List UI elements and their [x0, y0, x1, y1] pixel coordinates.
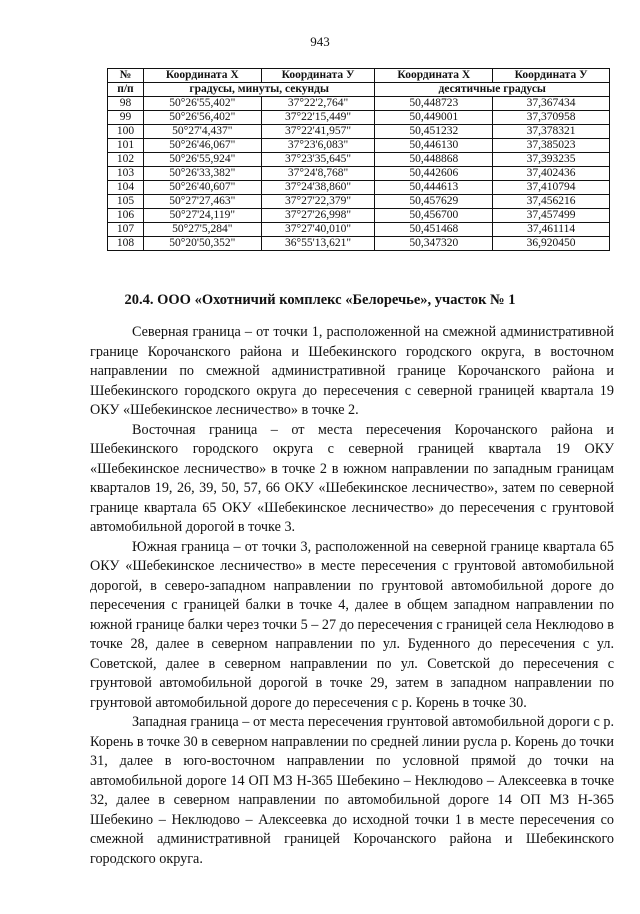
cell-coord-x-decimal: 50,448868 — [375, 153, 493, 167]
cell-coord-x-dms: 50°27'24,119" — [143, 209, 261, 223]
subheader-dms: градусы, минуты, секунды — [143, 83, 375, 97]
table-row — [108, 97, 610, 111]
table-row — [108, 153, 610, 167]
cell-coord-x-dms: 50°27'5,284" — [143, 223, 261, 237]
cell-number: 98 — [108, 97, 144, 111]
subheader-number: п/п — [108, 83, 144, 97]
cell-coord-y-decimal: 37,456216 — [493, 195, 610, 209]
cell-coord-y-dms: 37°23'6,083" — [261, 139, 375, 153]
cell-coord-y-decimal: 37,385023 — [493, 139, 610, 153]
section-body — [90, 323, 614, 869]
cell-coord-y-dms: 37°22'2,764" — [261, 97, 375, 111]
table-row — [108, 167, 610, 181]
paragraph-south-border: Южная граница – от точки 3, расположенной на северной границе квартала 65 ОКУ «Шебекинское лесничество» в месте пересечения с грунтовой автомобильной дорогой, в северо-западном направлении по грунтовой автомобильной дороге до пересечения с границей балки в точке 4, далее в общем западном направлении по южной границе балки через точки 5 – 27 до пересечения с границей села Неклюдово в точке 28, далее в северном направлении по ул. Буденного до пересечения с ул. Советской, далее в северном направлении по ул. Советской до пересечения с грунтовой автомобильной дорогой в точке 29, затем в западном направлении по грунтовой автомобильной дороге до пересечения с р. Корень в точке 30. — [90, 538, 614, 711]
cell-coord-x-dms: 50°26'40,607" — [143, 181, 261, 195]
cell-coord-y-dms: 37°24'38,860" — [261, 181, 375, 195]
paragraph-west-border: Западная граница – от места пересечения грунтовой автомобильной дороги с р. Корень в точке 30 в северном направлении по средней линии русла р. Корень до точки 31, далее в юго-восточном направлении по условной прямой до точки на автомобильной дороге 14 ОП МЗ Н-365 Шебекино – Неклюдово – Алексеевка в точке 32, далее в северном направлении по автомобильной дороге 14 ОП МЗ Н-365 Шебекино – Неклюдово – Алексеевка до исходной точки 1 в месте пересечения со смежной административной границей Корочанского района и Шебекинского городского округа. — [90, 714, 614, 867]
paragraph-east-border: Восточная граница – от места пересечения Корочанского района и Шебекинского городского округа с северной границей квартала 19 ОКУ «Шебекинское лесничество» в точке 2 в южном направлении по западным границам кварталов 19, 26, 39, 50, 57, 66 ОКУ «Шебекинское лесничество», затем по северной границе квартала 65 ОКУ «Шебекинское лесничество» до пересечения с грунтовой автомобильной дорогой в точке 3. — [90, 421, 614, 535]
table-row — [108, 181, 610, 195]
cell-coord-x-dms: 50°20'50,352" — [143, 237, 261, 251]
cell-coord-x-dms: 50°26'33,382" — [143, 167, 261, 181]
cell-coord-y-dms: 37°24'8,768" — [261, 167, 375, 181]
table-row — [108, 195, 610, 209]
cell-coord-y-decimal: 36,920450 — [493, 237, 610, 251]
cell-number: 106 — [108, 209, 144, 223]
cell-coord-y-dms: 37°22'15,449" — [261, 111, 375, 125]
cell-coord-x-decimal: 50,448723 — [375, 97, 493, 111]
cell-coord-x-decimal: 50,457629 — [375, 195, 493, 209]
cell-coord-y-decimal: 37,370958 — [493, 111, 610, 125]
header-coord-y-dms: Координата У — [261, 69, 375, 83]
header-coord-x-dms: Координата X — [143, 69, 261, 83]
cell-coord-y-decimal: 37,457499 — [493, 209, 610, 223]
table-row — [108, 209, 610, 223]
cell-number: 107 — [108, 223, 144, 237]
cell-number: 101 — [108, 139, 144, 153]
table-subheader-row — [108, 83, 610, 97]
cell-coord-x-dms: 50°26'46,067" — [143, 139, 261, 153]
cell-coord-y-dms: 37°23'35,645" — [261, 153, 375, 167]
header-coord-x-decimal: Координата X — [375, 69, 493, 83]
cell-coord-y-decimal: 37,393235 — [493, 153, 610, 167]
cell-coord-y-decimal: 37,367434 — [493, 97, 610, 111]
table-row — [108, 237, 610, 251]
cell-coord-x-dms: 50°26'56,402" — [143, 111, 261, 125]
cell-number: 104 — [108, 181, 144, 195]
table-header-row — [108, 69, 610, 83]
cell-number: 108 — [108, 237, 144, 251]
cell-number: 100 — [108, 125, 144, 139]
paragraph-north-border: Северная граница – от точки 1, расположенной на смежной административной границе Корочанского района и Шебекинского городского округа, в восточном направлении по смежной административной границе Корочанского района и Шебекинского городского округа до пересечения с северной границей квартала 19 ОКУ «Шебекинское лесничество» в точке 2. — [90, 324, 614, 418]
cell-coord-x-decimal: 50,444613 — [375, 181, 493, 195]
cell-coord-y-dms: 37°27'40,010" — [261, 223, 375, 237]
header-coord-y-decimal: Координата У — [493, 69, 610, 83]
cell-coord-x-decimal: 50,347320 — [375, 237, 493, 251]
cell-coord-x-dms: 50°27'27,463" — [143, 195, 261, 209]
cell-number: 103 — [108, 167, 144, 181]
cell-coord-x-dms: 50°27'4,437" — [143, 125, 261, 139]
cell-coord-x-decimal: 50,451232 — [375, 125, 493, 139]
cell-coord-y-decimal: 37,410794 — [493, 181, 610, 195]
table-row — [108, 223, 610, 237]
section-title: 20.4. ООО «Охотничий комплекс «Белоречье», участок № 1 — [124, 292, 516, 308]
cell-number: 105 — [108, 195, 144, 209]
page-number: 943 — [310, 34, 330, 49]
table-body — [108, 97, 610, 251]
cell-coord-x-decimal: 50,446130 — [375, 139, 493, 153]
table-row — [108, 125, 610, 139]
cell-coord-y-dms: 37°27'26,998" — [261, 209, 375, 223]
cell-coord-x-decimal: 50,451468 — [375, 223, 493, 237]
cell-coord-x-dms: 50°26'55,402" — [143, 97, 261, 111]
cell-number: 102 — [108, 153, 144, 167]
cell-coord-y-dms: 36°55'13,621" — [261, 237, 375, 251]
subheader-decimal: десятичные градусы — [375, 83, 610, 97]
table-row — [108, 139, 610, 153]
coordinates-table — [107, 68, 610, 251]
cell-coord-x-decimal: 50,442606 — [375, 167, 493, 181]
table-row — [108, 111, 610, 125]
cell-coord-y-decimal: 37,461114 — [493, 223, 610, 237]
cell-coord-x-decimal: 50,456700 — [375, 209, 493, 223]
cell-coord-y-dms: 37°22'41,957" — [261, 125, 375, 139]
cell-coord-x-dms: 50°26'55,924" — [143, 153, 261, 167]
cell-coord-x-decimal: 50,449001 — [375, 111, 493, 125]
header-number: № — [108, 69, 144, 83]
cell-coord-y-decimal: 37,378321 — [493, 125, 610, 139]
cell-number: 99 — [108, 111, 144, 125]
cell-coord-y-dms: 37°27'22,379" — [261, 195, 375, 209]
cell-coord-y-decimal: 37,402436 — [493, 167, 610, 181]
